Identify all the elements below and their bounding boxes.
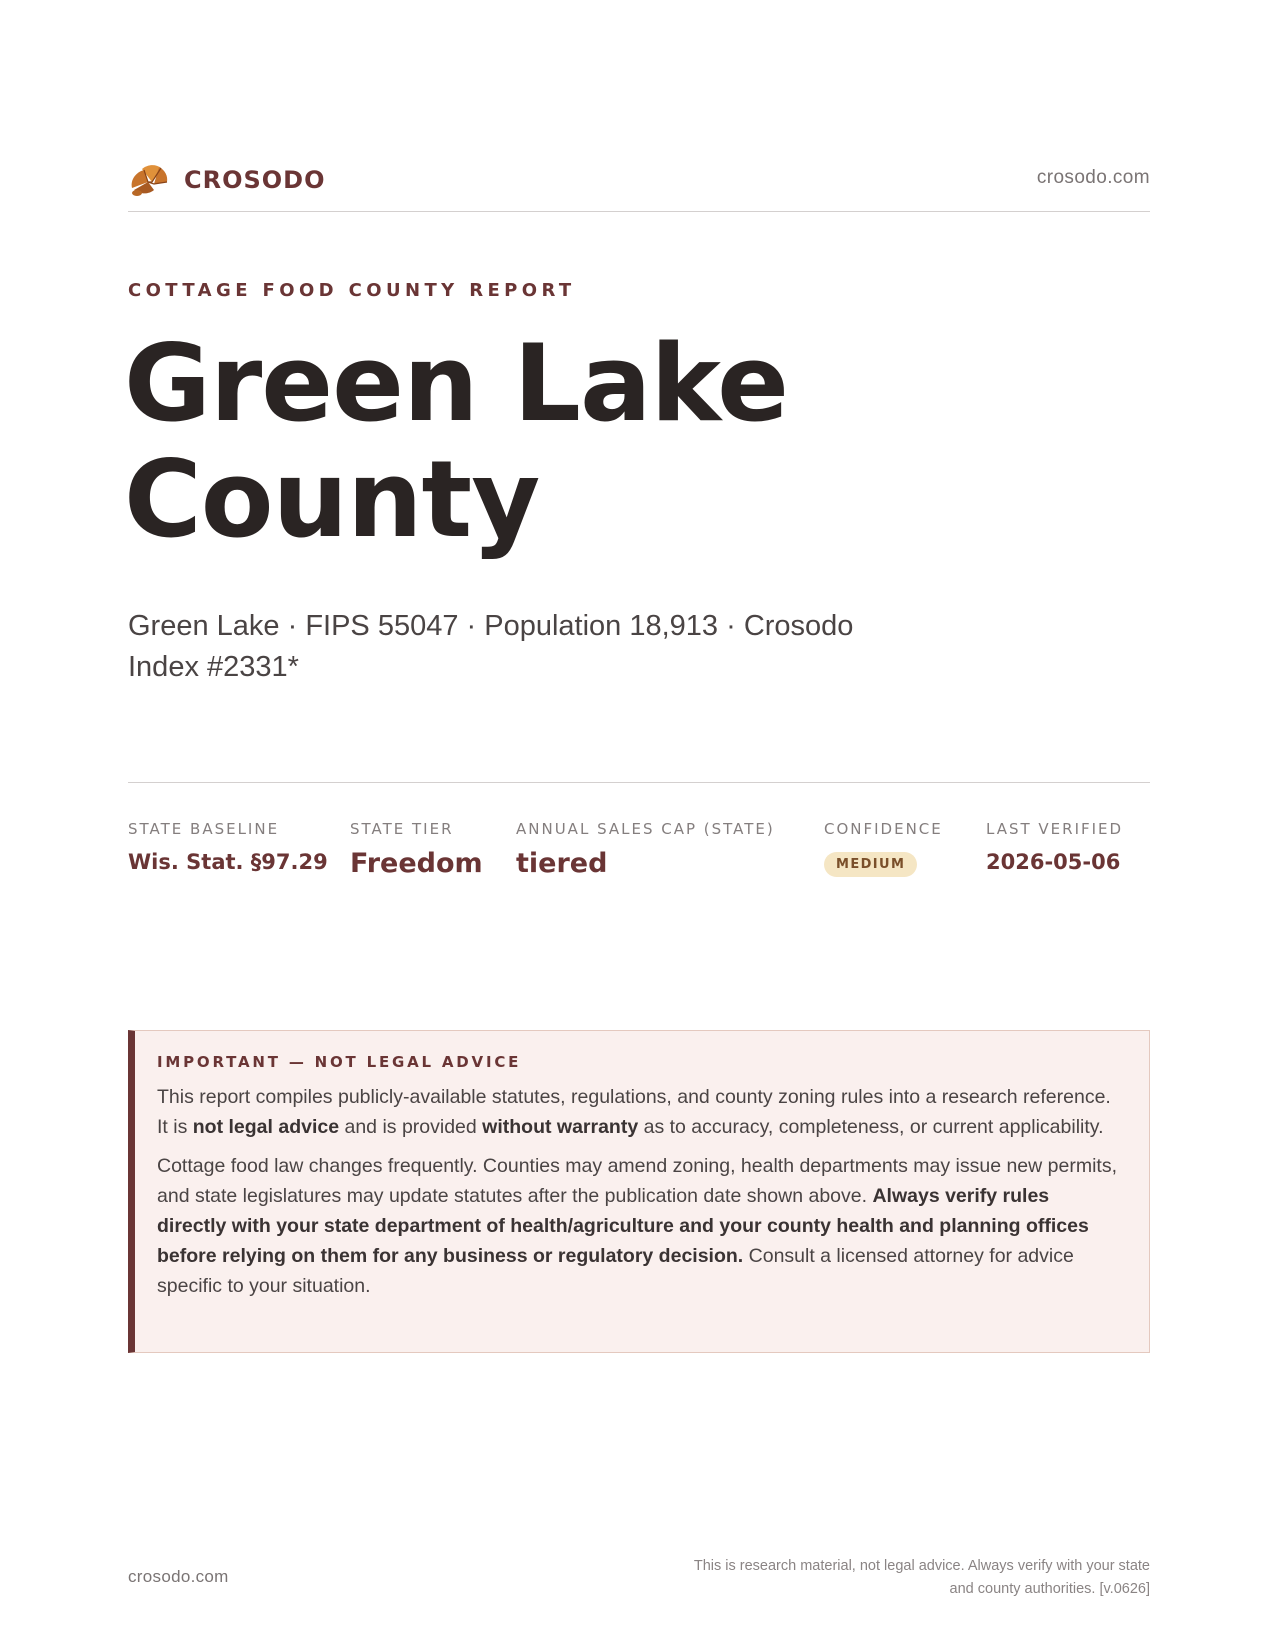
stat-value: 2026-05-06 bbox=[986, 850, 1121, 874]
stat-label: LAST VERIFIED bbox=[986, 820, 1124, 838]
stat-confidence bbox=[824, 820, 943, 877]
footer-disclaimer-line: This is research material, not legal advice. Always verify with your state bbox=[693, 1558, 1150, 1574]
notice-text: and is provided bbox=[339, 1116, 483, 1138]
brand-logo[interactable] bbox=[128, 160, 326, 200]
report-eyebrow: COTTAGE FOOD COUNTY REPORT bbox=[128, 280, 576, 301]
report-subtitle: Green Lake · FIPS 55047 · Population 18,913 · Crosodo Index #2331* bbox=[128, 610, 854, 683]
notice-text: Consult a licensed attorney for advice specific to your situation. bbox=[157, 1245, 1074, 1297]
brand-name: CROSODO bbox=[184, 166, 326, 194]
notice-emphasis: without warranty bbox=[482, 1116, 639, 1138]
croissant-icon bbox=[128, 160, 170, 200]
notice-text: Cottage food law changes frequently. Counties may amend zoning, health departments may issue new permits, and state legislatures may update statutes after the publication date shown above. bbox=[157, 1155, 1117, 1207]
footer-disclaimer bbox=[630, 1555, 1150, 1601]
confidence-badge: MEDIUM bbox=[824, 852, 917, 877]
stat-value: tiered bbox=[516, 848, 608, 879]
stat-label: STATE BASELINE bbox=[128, 820, 280, 838]
site-link[interactable]: crosodo.com bbox=[1036, 167, 1150, 188]
stat-state-tier bbox=[350, 820, 483, 879]
divider bbox=[128, 782, 1150, 783]
stat-last-verified bbox=[986, 820, 1123, 874]
brand-header bbox=[128, 158, 1150, 212]
notice-emphasis: Always verify rules directly with your state department of health/agriculture and your county health and planning offices before relying on them for any business or regulatory decision. bbox=[157, 1185, 1089, 1267]
notice-paragraph bbox=[157, 1151, 1123, 1301]
report-page bbox=[124, 0, 1150, 1650]
page-title: Green Lake County bbox=[124, 322, 789, 561]
stat-state-baseline bbox=[128, 820, 328, 874]
notice-paragraph bbox=[157, 1082, 1123, 1142]
stat-label: CONFIDENCE bbox=[824, 820, 943, 838]
stat-label: ANNUAL SALES CAP (STATE) bbox=[516, 820, 775, 838]
notice-title: IMPORTANT — NOT LEGAL ADVICE bbox=[157, 1053, 522, 1071]
notice-text: as to accuracy, completeness, or current applicability. bbox=[638, 1116, 1104, 1138]
stat-label: STATE TIER bbox=[350, 820, 454, 838]
notice-emphasis: not legal advice bbox=[192, 1116, 340, 1138]
stat-value: Freedom bbox=[350, 848, 483, 879]
footer-disclaimer-line: and county authorities. [v.0626] bbox=[949, 1581, 1150, 1597]
stat-value: Wis. Stat. §97.29 bbox=[128, 850, 328, 874]
footer-site-link[interactable]: crosodo.com bbox=[128, 1567, 229, 1586]
notice-text: This report compiles publicly-available statutes, regulations, and county zoning rules into a research reference. It is bbox=[157, 1086, 1111, 1138]
stat-annual-sales-cap bbox=[516, 820, 775, 879]
legal-notice bbox=[128, 1030, 1150, 1353]
